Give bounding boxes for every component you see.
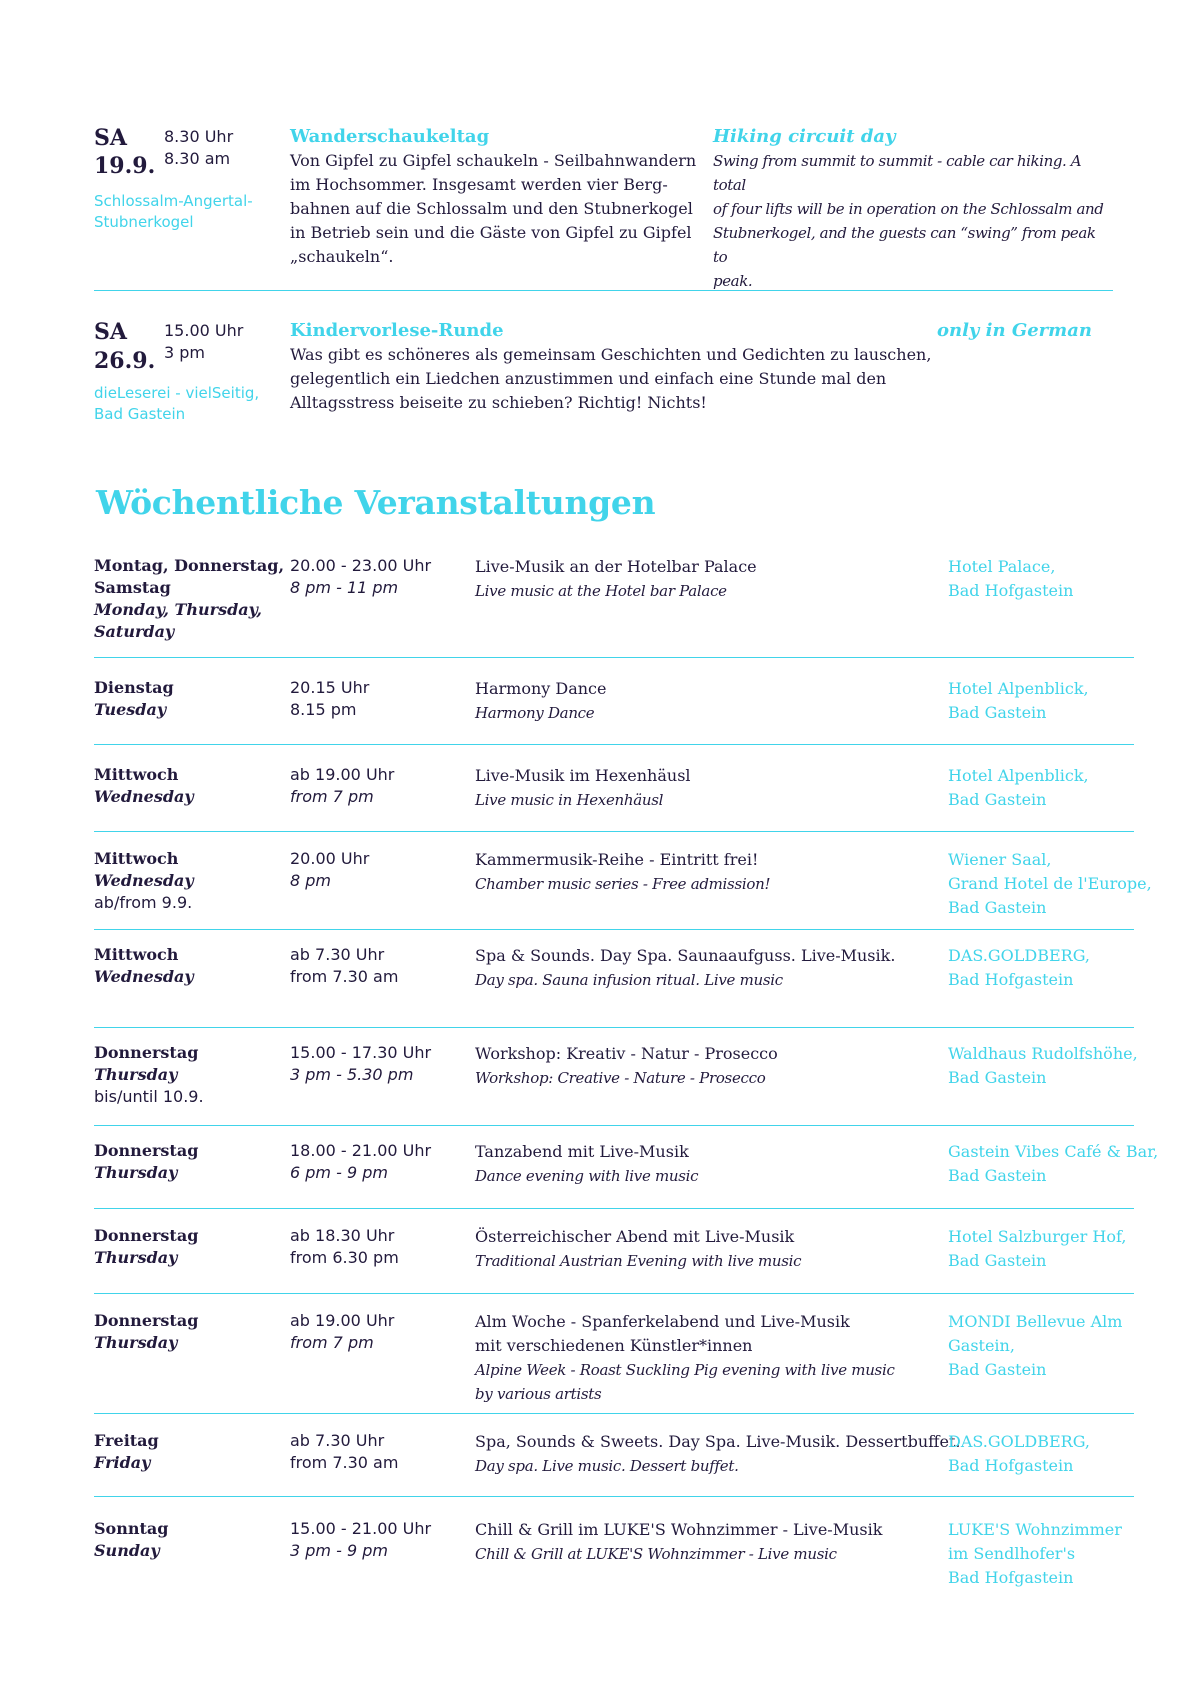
weekly-event: Chill & Grill im LUKE'S Wohnzimmer - Live-Musik Chill & Grill at LUKE'S Wohnzimmer - Live music <box>475 1520 883 1563</box>
event-title-de: Kindervorlese-Runde <box>290 320 504 341</box>
weekly-day: Sonntag Sunday <box>94 1519 169 1560</box>
weekly-time: ab 19.00 Uhr from 7 pm <box>290 765 395 806</box>
weekly-day: Donnerstag Thursday bis/until 10.9. <box>94 1043 204 1106</box>
event-title-de: Wanderschaukeltag <box>290 126 490 147</box>
weekly-event: Live-Musik an der Hotelbar Palace Live music at the Hotel bar Palace <box>475 557 757 600</box>
weekly-location: Hotel Alpenblick, Bad Gastein <box>948 679 1089 722</box>
weekly-location: Waldhaus Rudolfshöhe, Bad Gastein <box>948 1044 1138 1087</box>
weekly-time: 15.00 - 17.30 Uhr 3 pm - 5.30 pm <box>290 1043 432 1084</box>
divider <box>94 1413 1134 1414</box>
weekly-time: ab 18.30 Uhr from 6.30 pm <box>290 1226 399 1267</box>
weekly-day: Mittwoch Wednesday <box>94 945 194 986</box>
weekly-time: 20.15 Uhr 8.15 pm <box>290 678 370 719</box>
event-day: SA <box>94 319 127 345</box>
event-location: dieLeserei - vielSeitig, Bad Gastein <box>94 384 260 423</box>
weekly-time: ab 7.30 Uhr from 7.30 am <box>290 1431 399 1472</box>
divider <box>94 831 1134 832</box>
weekly-location: MONDI Bellevue Alm Gastein, Bad Gastein <box>948 1312 1123 1379</box>
divider <box>94 929 1134 930</box>
divider <box>94 1125 1134 1126</box>
weekly-day: Donnerstag Thursday <box>94 1311 199 1352</box>
weekly-time: ab 19.00 Uhr from 7 pm <box>290 1311 395 1352</box>
weekly-event: Kammermusik-Reihe - Eintritt frei! Chamber music series - Free admission! <box>475 850 771 893</box>
weekly-location: DAS.GOLDBERG, Bad Hofgastein <box>948 1432 1090 1475</box>
weekly-time: 18.00 - 21.00 Uhr 6 pm - 9 pm <box>290 1141 432 1182</box>
weekly-event: Live-Musik im Hexenhäusl Live music in Hexenhäusl <box>475 766 691 809</box>
divider <box>94 290 1113 291</box>
weekly-event: Alm Woche - Spanferkelabend und Live-Musik mit verschiedenen Künstler*innen Alpine Week - Roast Suckling Pig evening with live music by various artists <box>475 1312 895 1403</box>
divider <box>94 657 1134 658</box>
event-location: Schlossalm-Angertal- Stubnerkogel <box>94 192 253 231</box>
event-time-de: 8.30 Uhr <box>164 127 234 146</box>
weekly-location: Hotel Alpenblick, Bad Gastein <box>948 766 1089 809</box>
event-title-en: Hiking circuit day <box>713 126 896 147</box>
weekly-event: Tanzabend mit Live-Musik Dance evening with live music <box>475 1142 699 1185</box>
divider <box>94 1027 1134 1028</box>
weekly-location: Hotel Salzburger Hof, Bad Gastein <box>948 1227 1127 1270</box>
event-description-en: Swing from summit to summit - cable car hiking. A total of four lifts will be in operation on the Schlossalm and Stubnerkogel, and the guests can “swing” from peak to peak. <box>713 152 1104 290</box>
weekly-event: Workshop: Kreativ - Natur - Prosecco Workshop: Creative - Nature - Prosecco <box>475 1044 778 1087</box>
weekly-time: ab 7.30 Uhr from 7.30 am <box>290 945 399 986</box>
weekly-event: Harmony Dance Harmony Dance <box>475 679 607 722</box>
event-language-note: only in German <box>937 320 1092 341</box>
weekly-location: Hotel Palace, Bad Hofgastein <box>948 557 1074 600</box>
event-description-de: Was gibt es schöneres als gemeinsam Geschichten und Gedichten zu lauschen, gelegentlich ein Liedchen anzustimmen und einfach eine Stunde mal den Alltagsstress beiseite zu schieben? Richtig! Nichts! <box>290 345 932 412</box>
weekly-location: LUKE'S Wohnzimmer im Sendlhofer's Bad Hofgastein <box>948 1520 1122 1587</box>
weekly-day: Mittwoch Wednesday ab/from 9.9. <box>94 849 194 912</box>
weekly-location: Wiener Saal, Grand Hotel de l'Europe, Bad Gastein <box>948 850 1152 917</box>
weekly-day: Donnerstag Thursday <box>94 1141 199 1182</box>
divider <box>94 744 1134 745</box>
weekly-location: Gastein Vibes Café & Bar, Bad Gastein <box>948 1142 1159 1185</box>
weekly-time: 15.00 - 21.00 Uhr 3 pm - 9 pm <box>290 1519 432 1560</box>
event-date: 19.9. <box>94 153 156 179</box>
divider <box>94 1208 1134 1209</box>
weekly-time: 20.00 Uhr 8 pm <box>290 849 370 890</box>
weekly-event: Spa, Sounds & Sweets. Day Spa. Live-Musik. Dessertbuffet. Day spa. Live music. Dessert buffet. <box>475 1432 961 1475</box>
event-time-de: 15.00 Uhr <box>164 321 244 340</box>
divider <box>94 1496 1134 1497</box>
event-time-en: 8.30 am <box>164 149 231 168</box>
weekly-day: Dienstag Tuesday <box>94 678 174 719</box>
event-time-en: 3 pm <box>164 343 206 362</box>
weekly-day: Mittwoch Wednesday <box>94 765 194 806</box>
weekly-day: Donnerstag Thursday <box>94 1226 199 1267</box>
section-title: Wöchentliche Veranstaltungen <box>96 483 656 522</box>
weekly-day: Freitag Friday <box>94 1431 159 1472</box>
divider <box>94 1293 1134 1294</box>
event-description-de: Von Gipfel zu Gipfel schaukeln - Seilbahnwandern im Hochsommer. Insgesamt werden vier Berg- bahnen auf die Schlossalm und den Stubnerkogel in Betrieb sein und die Gäste von Gipfel zu Gipfel „schaukeln“. <box>290 151 697 266</box>
weekly-event: Spa & Sounds. Day Spa. Saunaaufguss. Live-Musik. Day spa. Sauna infusion ritual. Live music <box>475 946 896 989</box>
weekly-event: Österreichischer Abend mit Live-Musik Traditional Austrian Evening with live music <box>475 1227 802 1270</box>
event-date: 26.9. <box>94 348 156 374</box>
weekly-time: 20.00 - 23.00 Uhr 8 pm - 11 pm <box>290 556 432 597</box>
weekly-day: Montag, Donnerstag, Samstag Monday, Thursday, Saturday <box>94 556 285 641</box>
weekly-location: DAS.GOLDBERG, Bad Hofgastein <box>948 946 1090 989</box>
event-day: SA <box>94 125 127 151</box>
